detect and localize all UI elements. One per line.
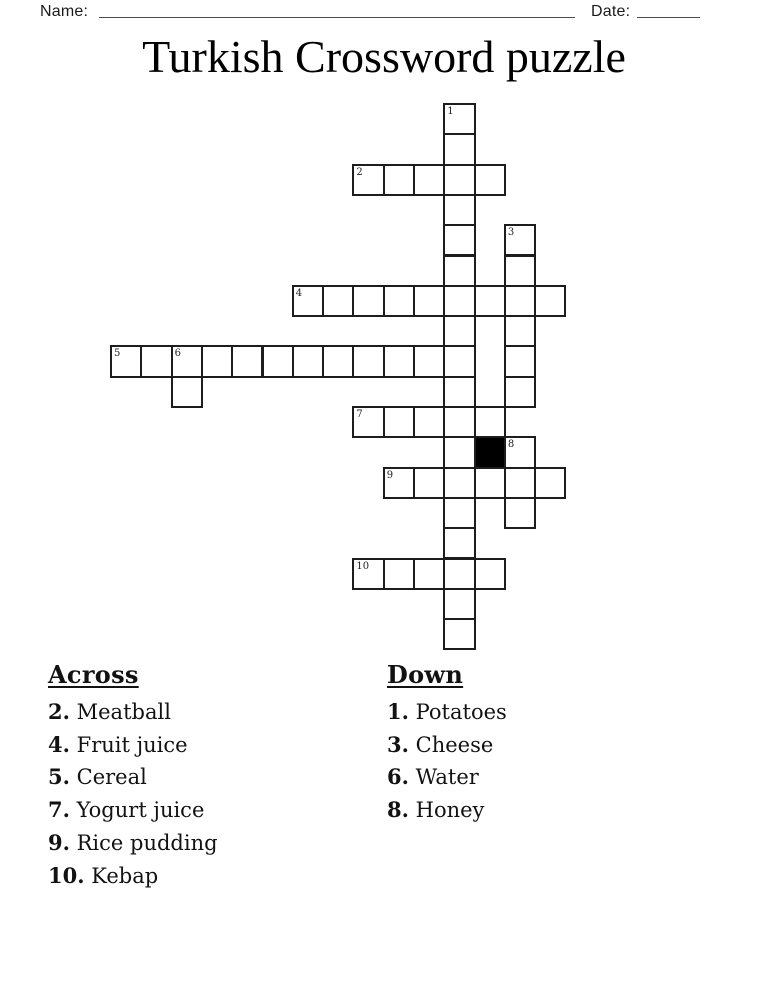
puzzle-cell[interactable] <box>383 285 415 317</box>
puzzle-cell[interactable] <box>504 376 536 408</box>
clue-number: 9. <box>48 829 70 855</box>
puzzle-cell[interactable] <box>352 285 384 317</box>
puzzle-cell[interactable] <box>504 285 536 317</box>
cell-number: 10 <box>356 560 370 572</box>
puzzle-cell[interactable] <box>443 224 475 256</box>
clue-item <box>387 729 707 762</box>
puzzle-cell[interactable] <box>352 345 384 377</box>
puzzle-cell[interactable] <box>383 345 415 377</box>
puzzle-cell[interactable] <box>474 558 506 590</box>
puzzle-cell[interactable] <box>504 224 536 256</box>
puzzle-cell[interactable] <box>413 345 445 377</box>
puzzle-cell[interactable] <box>443 194 475 226</box>
puzzle-cell[interactable] <box>504 467 536 499</box>
across-clues-section <box>48 660 368 892</box>
puzzle-cell[interactable] <box>534 467 566 499</box>
puzzle-cell[interactable] <box>443 618 475 650</box>
puzzle-cell[interactable] <box>443 558 475 590</box>
puzzle-cell[interactable] <box>383 164 415 196</box>
clue-item <box>387 696 707 729</box>
puzzle-cell[interactable] <box>443 315 475 347</box>
clue-text: Water <box>415 765 479 790</box>
puzzle-cell[interactable] <box>352 406 384 438</box>
across-clue-list <box>48 696 368 892</box>
puzzle-cell[interactable] <box>171 345 203 377</box>
puzzle-cell[interactable] <box>504 315 536 347</box>
clue-text: Honey <box>415 798 485 823</box>
puzzle-cell[interactable] <box>140 345 172 377</box>
clue-number: 2. <box>48 699 70 724</box>
puzzle-cell[interactable] <box>413 285 445 317</box>
puzzle-cell[interactable] <box>443 103 475 135</box>
clue-text: Cheese <box>415 732 494 757</box>
clue-item <box>48 729 368 762</box>
page-title: Turkish Crossword puzzle <box>142 31 626 82</box>
clue-item <box>48 827 368 860</box>
clue-number: 7. <box>48 797 70 823</box>
puzzle-cell[interactable] <box>504 345 536 377</box>
puzzle-cell[interactable] <box>504 436 536 468</box>
down-clue-list <box>387 696 707 827</box>
clue-number: 6. <box>387 764 409 790</box>
date-label: Date: <box>591 3 631 20</box>
name-blank-line <box>99 1 575 18</box>
cell-number: 2 <box>356 166 363 178</box>
clue-text: Cereal <box>76 765 147 790</box>
clue-number: 4. <box>48 731 70 757</box>
clue-number: 5. <box>48 764 70 790</box>
puzzle-cell[interactable] <box>322 345 354 377</box>
puzzle-cell[interactable] <box>534 285 566 317</box>
puzzle-cell[interactable] <box>322 285 354 317</box>
puzzle-cell[interactable] <box>443 527 475 559</box>
cell-number: 7 <box>356 409 363 420</box>
puzzle-cell[interactable] <box>443 376 475 408</box>
puzzle-cell[interactable] <box>443 133 475 165</box>
puzzle-cell[interactable] <box>474 285 506 317</box>
clue-number: 8. <box>387 797 409 823</box>
puzzle-cell[interactable] <box>443 497 475 529</box>
puzzle-cell[interactable] <box>413 558 445 590</box>
puzzle-cell[interactable] <box>443 164 475 196</box>
puzzle-cell[interactable] <box>443 588 475 620</box>
clue-item <box>48 794 368 827</box>
puzzle-cell[interactable] <box>292 285 324 317</box>
puzzle-cell[interactable] <box>504 497 536 529</box>
puzzle-cell[interactable] <box>443 285 475 317</box>
puzzle-cell[interactable] <box>474 164 506 196</box>
puzzle-cell[interactable] <box>262 345 294 377</box>
clue-number: 3. <box>387 731 409 757</box>
cell-number: 1 <box>447 106 454 117</box>
name-label: Name: <box>40 3 89 20</box>
clue-number: 1. <box>387 699 409 724</box>
puzzle-cell[interactable] <box>231 345 263 377</box>
puzzle-cell[interactable] <box>352 558 384 590</box>
puzzle-cell[interactable] <box>201 345 233 377</box>
puzzle-cell[interactable] <box>474 406 506 438</box>
puzzle-cell[interactable] <box>413 406 445 438</box>
puzzle-cell[interactable] <box>504 255 536 287</box>
clue-item <box>48 696 368 729</box>
cell-number: 5 <box>114 348 121 360</box>
puzzle-cell[interactable] <box>383 406 415 438</box>
clue-item <box>387 794 707 827</box>
clue-text: Fruit juice <box>76 732 188 757</box>
puzzle-cell[interactable] <box>443 436 475 468</box>
cell-number: 4 <box>295 287 303 299</box>
puzzle-cell[interactable] <box>383 467 415 499</box>
clue-text: Kebap <box>91 863 159 888</box>
puzzle-cell[interactable] <box>383 558 415 590</box>
clue-number: 10. <box>48 862 85 888</box>
down-clues-section <box>387 660 707 827</box>
date-blank-line <box>637 1 700 18</box>
clue-text: Potatoes <box>415 700 507 724</box>
down-heading: Down <box>387 660 464 689</box>
puzzle-cell[interactable] <box>443 406 475 438</box>
cell-number: 9 <box>386 469 394 481</box>
clue-item <box>387 761 707 794</box>
puzzle-cell[interactable] <box>413 467 445 499</box>
clue-item <box>48 860 368 893</box>
puzzle-cell[interactable] <box>443 467 475 499</box>
clue-text: Meatball <box>76 700 171 724</box>
across-heading: Across <box>48 660 139 689</box>
cell-number: 3 <box>507 227 515 239</box>
black-cell <box>474 436 506 468</box>
puzzle-cell[interactable] <box>352 164 384 196</box>
puzzle-cell[interactable] <box>413 164 445 196</box>
clue-text: Yogurt juice <box>76 798 205 823</box>
puzzle-cell[interactable] <box>171 376 203 408</box>
clue-item <box>48 761 368 794</box>
puzzle-cell[interactable] <box>292 345 324 377</box>
clue-text: Rice pudding <box>76 830 218 855</box>
crossword-grid <box>110 103 570 653</box>
puzzle-cell[interactable] <box>443 255 475 287</box>
cell-number: 6 <box>174 348 181 360</box>
puzzle-cell[interactable] <box>474 467 506 499</box>
puzzle-cell[interactable] <box>443 345 475 377</box>
cell-number: 8 <box>507 439 515 451</box>
puzzle-cell[interactable] <box>110 345 142 377</box>
